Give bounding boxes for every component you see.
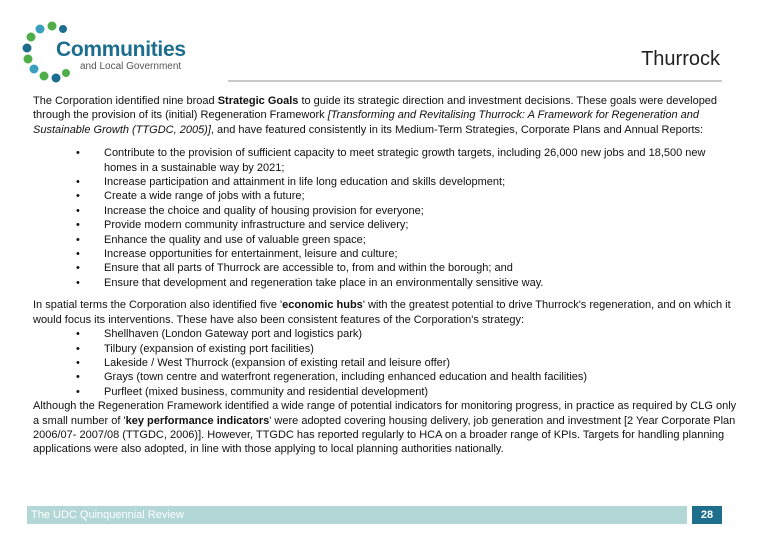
logo-subtitle: and Local Government: [80, 61, 182, 72]
bullet-icon: •: [76, 190, 80, 203]
bullet-icon: •: [76, 328, 80, 341]
bullet-icon: •: [76, 356, 80, 369]
list-item: • Create a wide range of jobs with a future;: [76, 190, 305, 203]
bullet-icon: •: [76, 176, 80, 189]
list-item: • Increase participation and attainment in life long education and skills development;: [76, 176, 506, 189]
list-item: • Tilbury (expansion of existing port facilities): [76, 342, 314, 355]
clg-logo: [22, 20, 207, 86]
kpi-term: key performance indicators: [125, 414, 270, 427]
list-item: • Ensure that development and regeneration take place in an environmentally sensitive way.: [76, 276, 544, 289]
bullet-icon: •: [76, 371, 80, 384]
report-body: [33, 94, 738, 457]
bullet-icon: •: [76, 147, 80, 160]
list-item: • Purfleet (mixed business, community and residential development): [76, 385, 429, 398]
list-item: • Increase the choice and quality of housing provision for everyone;: [76, 204, 424, 217]
economic-hubs-term: economic hubs: [282, 299, 363, 312]
strategic-goals-term: Strategic Goals: [217, 95, 299, 107]
list-item: • Shellhaven (London Gateway port and logistics park): [76, 328, 363, 341]
bullet-icon: •: [76, 219, 80, 232]
list-item: • Ensure that all parts of Thurrock are accessible to, from and within the borough; and: [76, 262, 513, 275]
bullet-icon: •: [76, 233, 80, 246]
list-item: • Contribute to the provision of sufficient capacity to meet strategic growth targets, including 26,000 new jobs and 18,500 new homes in a sustainable way by 2021;: [76, 147, 706, 174]
list-item: • Enhance the quality and use of valuable green space;: [76, 233, 366, 246]
logo-name: Communities: [56, 38, 186, 61]
list-item: • Lakeside / West Thurrock (expansion of existing retail and leisure offer): [76, 356, 451, 369]
strategic-goals-list: [33, 146, 738, 290]
bullet-icon: •: [76, 276, 80, 289]
list-item: • Grays (town centre and waterfront regeneration, including enhanced education and health facilities): [76, 371, 588, 384]
closing-paragraph: Although the Regeneration Framework identified a wide range of potential indicators for monitoring progress, in practice as required by CLG only a small number of 'key performance indicators' were adopted covering housing delivery, job generation and investment [2 Year Corporate Plan 2006/07- 2007/08 (TTGDC, 2006)]. However, TTGDC has reported regularly to HCA on a broader range of KPIs. Targets for handling planning applications were also adopted, in line with those applying to local planning authorities nationally.: [33, 400, 737, 456]
bullet-icon: •: [76, 342, 80, 355]
list-item: • Increase opportunities for entertainment, leisure and culture;: [76, 248, 398, 261]
spatial-paragraph: In spatial terms the Corporation also identified five 'economic hubs' with the greatest potential to drive Thurrock's regeneration, and on which it would focus its interventions. These have also been consistent features of the Corporation's strategy:: [33, 299, 731, 326]
bullet-icon: •: [76, 262, 80, 275]
page-number: 28: [692, 506, 722, 524]
intro-paragraph: The Corporation identified nine broad Strategic Goals to guide its strategic direction and investment decisions. These goals were developed through the provision of its (initial) Regeneration Framework [Transforming and Revitalising Thurrock: A Framework for Regeneration and Sustainable Growth (TTGDC, 2005)], and have featured consistently in its Medium-Term Strategies, Corporate Plans and Annual Reports:: [33, 95, 718, 136]
framework-citation: [Transforming and Revitalising Thurrock: A Framework for Regeneration and Sustainable Growth (TTGDC, 2005)]: [33, 109, 700, 136]
footer-title: The UDC Quinquennial Review: [31, 509, 184, 521]
economic-hubs-list: [33, 327, 738, 399]
bullet-icon: •: [76, 204, 80, 217]
title-divider: [228, 80, 722, 82]
bullet-icon: •: [76, 385, 80, 398]
bullet-icon: •: [76, 248, 80, 261]
list-item: • Provide modern community infrastructure and service delivery;: [76, 219, 409, 232]
page-title: Thurrock: [641, 48, 720, 70]
